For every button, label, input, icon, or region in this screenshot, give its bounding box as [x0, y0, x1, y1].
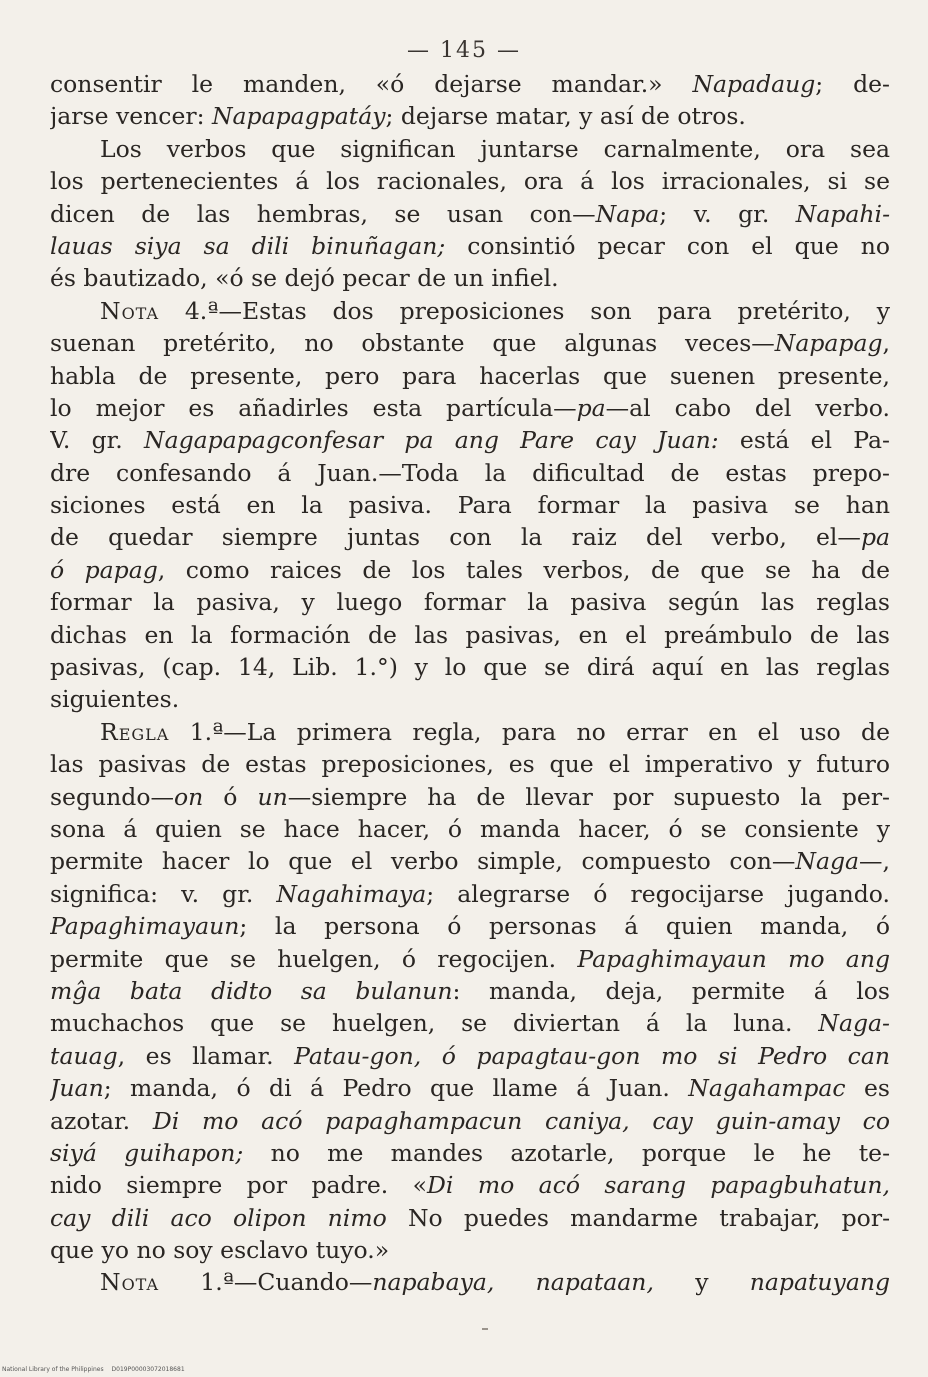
text-line [50, 1169, 890, 1201]
text-line [50, 619, 890, 651]
italic-term: Papaghimayaun [50, 912, 240, 941]
italic-term: Di mo acó sarang papagbuhatun, [427, 1171, 890, 1200]
text-segment: , es llamar. [117, 1041, 295, 1070]
text-segment: permite que se huelgen, ó regocijen. [50, 944, 578, 973]
text-segment: habla de presente, pero para hacerlas que suenen presente, [50, 361, 890, 390]
text-segment: jarse vencer: [50, 102, 212, 131]
text-line [50, 424, 890, 456]
italic-term: Nagahampac [688, 1074, 846, 1103]
text-segment: —al cabo del verbo. [605, 393, 890, 422]
text-line [50, 781, 890, 813]
text-segment: significa: v. gr. [50, 879, 277, 908]
footer-stamp [2, 1366, 191, 1373]
text-segment: ; manda, ó di á Pedro que llame á Juan. [103, 1074, 689, 1103]
italic-term: Napa [595, 199, 660, 228]
text-segment: ; de- [815, 70, 890, 98]
text-line [50, 1105, 890, 1137]
text-segment: dicen de las hembras, se usan con— [50, 199, 596, 228]
stray-ink-mark [482, 1328, 488, 1330]
text-segment: está el Pa- [718, 426, 890, 455]
text-line [50, 1266, 890, 1298]
text-line [50, 360, 890, 392]
italic-term: Nagahimaya [276, 879, 427, 908]
italic-term: un [257, 782, 288, 811]
italic-term: napabaya, napataan, [372, 1268, 654, 1297]
text-line [50, 295, 890, 327]
text-segment: : manda, deja, permite á los [452, 976, 890, 1005]
section-label: Nota [100, 296, 160, 325]
text-line [50, 910, 890, 942]
italic-term: lauas siya sa dili binuñagan; [50, 231, 446, 260]
text-line [50, 327, 890, 359]
text-segment: ; dejarse matar, y así de otros. [385, 102, 746, 131]
text-segment: nido siempre por padre. « [50, 1171, 428, 1200]
section-label: Regla [100, 717, 170, 746]
footer-id: D019P00003072018681 [111, 1366, 185, 1373]
italic-term: Naga [795, 847, 860, 876]
text-line [50, 845, 890, 877]
italic-term: pa [860, 523, 890, 552]
text-segment: pasivas, (cap. 14, Lib. 1.°) y lo que se dirá aquí en las reglas [50, 653, 890, 682]
italic-term: pa [576, 393, 606, 422]
italic-term: mĝa bata didto sa bulanun [50, 976, 453, 1005]
text-line [50, 586, 890, 618]
text-line [50, 878, 890, 910]
text-line [50, 943, 890, 975]
text-segment: muchachos que se huelgen, se diviertan á la luna. [50, 1009, 819, 1038]
text-line [50, 489, 890, 521]
text-segment: Los verbos que significan juntarse carnalmente, ora sea [100, 134, 890, 163]
italic-term: Napapagpatáy [211, 102, 386, 131]
text-segment: las pasivas de estas preposiciones, es que el imperativo y futuro [50, 750, 890, 779]
text-line [50, 1072, 890, 1104]
italic-term: Nagapapagconfesar pa ang Pare cay Juan: [144, 426, 719, 455]
italic-term: Napadaug [692, 70, 816, 98]
text-line [50, 1202, 890, 1234]
text-segment: segundo— [50, 782, 174, 811]
text-segment: de quedar siempre juntas con la raiz del verbo, el— [50, 523, 861, 552]
text-line [50, 392, 890, 424]
italic-term: Papaghimayaun mo ang [577, 944, 890, 973]
text-line [50, 1007, 890, 1039]
text-segment: ; alegrarse ó regocijarse jugando. [426, 879, 890, 908]
text-line [50, 100, 890, 132]
text-body [50, 68, 890, 1299]
text-line [50, 457, 890, 489]
text-line [50, 813, 890, 845]
italic-term: Naga- [818, 1009, 890, 1038]
text-line [50, 133, 890, 165]
text-line [50, 198, 890, 230]
text-segment: —, [859, 847, 890, 876]
text-line [50, 748, 890, 780]
italic-term: Patau-gon, ó papagtau-gon mo si Pedro can [294, 1041, 890, 1070]
text-line [50, 1040, 890, 1072]
text-segment: ; la persona ó personas á quien manda, ó [239, 912, 890, 941]
text-line [50, 521, 890, 553]
text-segment: azotar. [50, 1106, 153, 1135]
text-segment: siciones está en la pasiva. Para formar la pasiva se han [50, 491, 890, 520]
text-segment: és bautizado, «ó se dejó pecar de un infiel. [50, 264, 559, 293]
text-segment: que yo no soy esclavo tuyo.» [50, 1236, 390, 1265]
text-segment: formar la pasiva, y luego formar la pasiva según las reglas [50, 588, 890, 617]
text-segment: siguientes. [50, 685, 180, 714]
text-segment: permite hacer lo que el verbo simple, compuesto con— [50, 847, 796, 876]
italic-term: Juan [50, 1074, 104, 1103]
text-line [50, 554, 890, 586]
text-line [50, 262, 890, 294]
italic-term: tauag [50, 1041, 118, 1070]
text-segment: suenan pretérito, no obstante que algunas veces— [50, 329, 775, 358]
italic-term: cay dili aco olipon nimo [50, 1203, 387, 1232]
text-segment: no me mandes azotarle, porque le he te- [243, 1138, 890, 1167]
text-segment: dre confesando á Juan.—Toda la dificultad de estas prepo- [50, 458, 890, 487]
text-line [50, 683, 890, 715]
text-segment: los pertenecientes á los racionales, ora á los irracionales, si se [50, 167, 890, 196]
text-segment: , como raices de los tales verbos, de que se ha de [157, 555, 890, 584]
text-segment: , [882, 329, 890, 358]
text-segment: es [845, 1074, 890, 1103]
text-line [50, 651, 890, 683]
text-segment: —siempre ha de llevar por supuesto la per- [287, 782, 890, 811]
text-segment: lo mejor es añadirles esta partícula— [50, 393, 577, 422]
italic-term: on [173, 782, 204, 811]
text-segment: y [653, 1268, 750, 1297]
italic-term: siyá guihapon; [50, 1138, 244, 1167]
text-segment: No puedes mandarme trabajar, por- [386, 1203, 890, 1232]
text-line [50, 230, 890, 262]
text-segment: ó [203, 782, 258, 811]
section-label: Nota [100, 1268, 160, 1297]
text-segment: consintió pecar con el que no [445, 231, 890, 260]
text-line [50, 68, 890, 100]
italic-term: napatuyang [749, 1268, 890, 1297]
text-segment: dichas en la formación de las pasivas, en el preámbulo de las [50, 620, 890, 649]
text-line [50, 165, 890, 197]
text-segment: 1.ª—La primera regla, para no errar en el uso de [169, 717, 890, 746]
text-segment: 4.ª—Estas dos preposiciones son para pretérito, y [159, 296, 890, 325]
text-line [50, 1137, 890, 1169]
text-segment: consentir le manden, «ó dejarse mandar.» [50, 70, 693, 98]
footer-library: National Library of the Philippines [2, 1366, 104, 1373]
text-segment: 1.ª—Cuando— [159, 1268, 373, 1297]
italic-term: Napahi- [795, 199, 890, 228]
text-line [50, 975, 890, 1007]
text-line [50, 1234, 890, 1266]
text-line [50, 716, 890, 748]
italic-term: Napapag [774, 329, 883, 358]
text-segment: ; v. gr. [659, 199, 796, 228]
text-segment: V. gr. [50, 426, 145, 455]
page-number: — 145 — [407, 38, 521, 63]
italic-term: Di mo acó papaghampacun caniya, cay guin-amay co [152, 1106, 890, 1135]
italic-term: ó papag [50, 555, 158, 584]
text-segment: sona á quien se hace hacer, ó manda hacer, ó se consiente y [50, 814, 890, 843]
